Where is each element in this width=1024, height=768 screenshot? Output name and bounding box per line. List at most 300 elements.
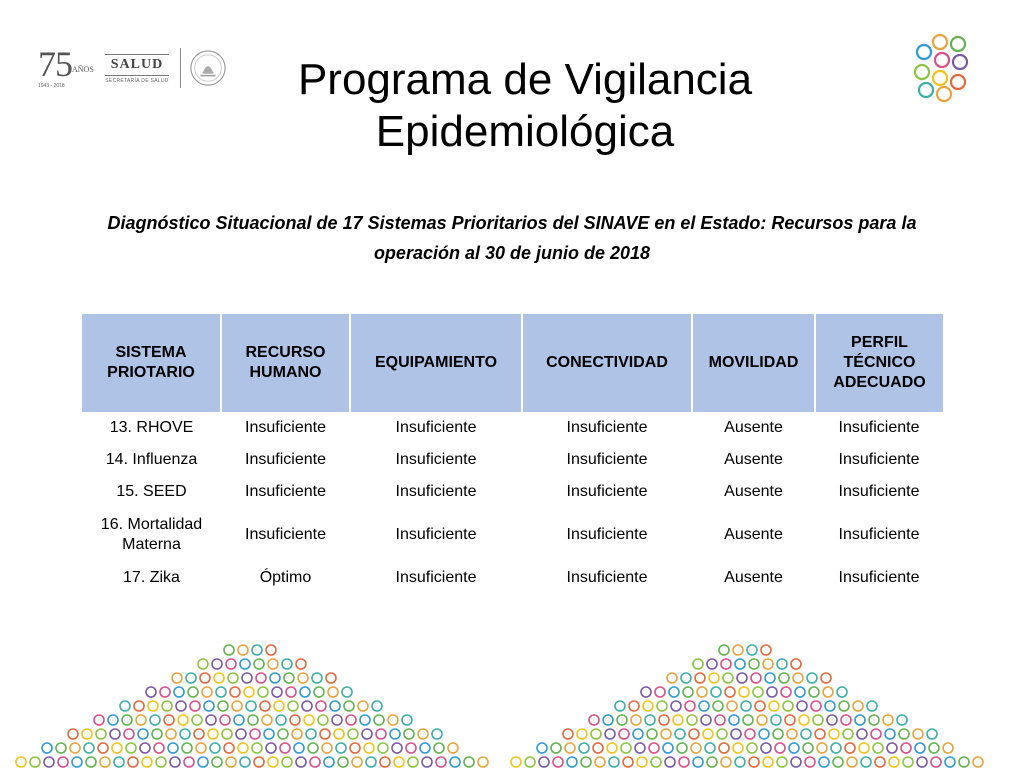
subtitle-line-1: Diagnóstico Situacional de 17 Sistemas Prioritarios del SINAVE en el Estado: Recursos para la (107, 213, 917, 233)
mosaic-ring (262, 715, 272, 725)
mosaic-ring (258, 687, 268, 697)
mosaic-ring (304, 715, 314, 725)
mosaic-ring (845, 743, 855, 753)
corner-ring (935, 53, 949, 67)
mosaic-ring (861, 757, 871, 767)
mosaic-ring (809, 687, 819, 697)
table-cell: Insuficiente (838, 526, 920, 543)
mosaic-ring (749, 757, 759, 767)
table-cell: 13. RHOVE (109, 419, 194, 436)
salud-logo-sub: SECRETARÍA DE SALUD (105, 78, 169, 84)
mosaic-ring (805, 757, 815, 767)
mosaic-ring (180, 729, 190, 739)
mosaic-ring (150, 715, 160, 725)
mosaic-ring (332, 715, 342, 725)
mosaic-ring (697, 687, 707, 697)
table-cell: Insuficiente (838, 569, 920, 586)
mosaic-ring (609, 757, 619, 767)
subtitle-line-2: operación al 30 de junio de 2018 (373, 243, 651, 263)
corner-ring (951, 75, 965, 89)
mosaic-ring (314, 687, 324, 697)
mosaic-ring (378, 743, 388, 753)
mosaic-ring (160, 687, 170, 697)
table-cell: Insuficiente (395, 483, 477, 500)
mosaic-ring (394, 757, 404, 767)
mosaic-ring (326, 673, 336, 683)
mosaic-ring (915, 743, 925, 753)
mosaic-ring (196, 743, 206, 753)
mosaic-ring (817, 743, 827, 753)
mosaic-ring (807, 673, 817, 683)
mosaic-ring (721, 757, 731, 767)
mosaic-ring (364, 743, 374, 753)
mosaic-ring (753, 687, 763, 697)
mosaic-ring (226, 757, 236, 767)
mosaic-ring (837, 687, 847, 697)
mosaic-ring (362, 729, 372, 739)
mosaic-ring (647, 729, 657, 739)
mosaic-ring (679, 757, 689, 767)
mosaic-ring (703, 729, 713, 739)
mosaic-ring (623, 757, 633, 767)
mosaic-ring (252, 743, 262, 753)
header-equipamiento: EQUIPAMIENTO (350, 314, 522, 412)
mosaic-ring (675, 729, 685, 739)
corner-ring (937, 87, 951, 101)
mosaic-ring (719, 743, 729, 753)
mosaic-ring (306, 729, 316, 739)
mosaic-ring (645, 715, 655, 725)
mosaic-ring (821, 673, 831, 683)
corner-ring (933, 71, 947, 85)
mosaic-ring (783, 701, 793, 711)
mosaic-ring (669, 687, 679, 697)
mosaic-ring (288, 701, 298, 711)
mosaic-ring (448, 743, 458, 753)
mosaic-ring (296, 659, 306, 669)
mosaic-ring (328, 687, 338, 697)
mosaic-ring (252, 645, 262, 655)
rings-logo-group (915, 35, 967, 101)
mosaic-ring (204, 701, 214, 711)
mosaic-ring (603, 715, 613, 725)
mosaic-ring (581, 757, 591, 767)
mosaic-ring (72, 757, 82, 767)
mosaic-ring (350, 743, 360, 753)
mosaic-ring (214, 673, 224, 683)
mosaic-ring (793, 673, 803, 683)
mosaic-ring (929, 743, 939, 753)
mosaic-ring (771, 715, 781, 725)
mosaic-ring (607, 743, 617, 753)
mosaic-ring (170, 757, 180, 767)
mosaic-ring (801, 729, 811, 739)
mosaic-ring (238, 743, 248, 753)
mosaic-ring (156, 757, 166, 767)
mosaic-ring (767, 687, 777, 697)
mosaic-ring (621, 743, 631, 753)
mosaic-ring (945, 757, 955, 767)
mosaic-ring (278, 729, 288, 739)
mosaic-ring (791, 757, 801, 767)
mosaic-ring (348, 729, 358, 739)
mosaic-ring (210, 743, 220, 753)
mosaic-ring (661, 729, 671, 739)
mosaic-ring (695, 673, 705, 683)
mosaic-ring (637, 757, 647, 767)
mosaic-ring (829, 729, 839, 739)
mosaic-ring (857, 729, 867, 739)
mosaic-ring (759, 729, 769, 739)
mosaic-ring (815, 729, 825, 739)
mosaic-ring (388, 715, 398, 725)
mosaic-ring (763, 659, 773, 669)
mosaic-ring (699, 701, 709, 711)
mosaic-ring (172, 673, 182, 683)
mosaic-ring (869, 715, 879, 725)
mosaic-ring (220, 715, 230, 725)
mosaic-ring (959, 757, 969, 767)
header-logos (38, 40, 227, 96)
mosaic-ring (264, 729, 274, 739)
mosaic-ring (194, 729, 204, 739)
mosaic-ring (673, 715, 683, 725)
mosaic-ring (567, 757, 577, 767)
table-cell: 16. Mortalidad Materna (100, 516, 203, 553)
mosaic-ring (56, 743, 66, 753)
table-cell: Insuficiente (245, 483, 326, 500)
page-subtitle (30, 208, 994, 268)
mosaic-ring (769, 701, 779, 711)
mosaic-ring (707, 659, 717, 669)
mosaic-ring (406, 743, 416, 753)
mosaic-ring (260, 701, 270, 711)
mosaic-ring (667, 673, 677, 683)
mosaic-ring (374, 715, 384, 725)
mosaic-ring (749, 659, 759, 669)
mosaic-ring (619, 729, 629, 739)
mosaic-ring (248, 715, 258, 725)
mosaic-ring (897, 715, 907, 725)
mosaic-ring (82, 729, 92, 739)
mosaic-ring (663, 743, 673, 753)
mosaic-ring (593, 743, 603, 753)
table-cell: Insuficiente (838, 451, 920, 468)
mosaic-ring (707, 757, 717, 767)
mosaic-ring (392, 743, 402, 753)
mosaic-ring (677, 743, 687, 753)
mosaic-ring (743, 715, 753, 725)
mosaic-ring (831, 743, 841, 753)
mosaic-ring (178, 715, 188, 725)
mosaic-ring (715, 715, 725, 725)
mosaic-ring (432, 729, 442, 739)
header-recurso-humano: RECURSO HUMANO (221, 314, 350, 412)
mosaic-ring (30, 757, 40, 767)
mosaic-ring (464, 757, 474, 767)
mosaic-ring (408, 757, 418, 767)
mosaic-ring (811, 701, 821, 711)
mosaic-ring (404, 729, 414, 739)
mosaic-ring (234, 715, 244, 725)
mosaic-ring (100, 757, 110, 767)
mosaic-ring (717, 729, 727, 739)
mosaic-ring (246, 701, 256, 711)
table-cell: Insuficiente (838, 419, 920, 436)
mosaic-ring (58, 757, 68, 767)
mosaic-ring (773, 729, 783, 739)
mosaic-ring (537, 743, 547, 753)
mosaic-ring (633, 729, 643, 739)
table-cell: Insuficiente (395, 451, 477, 468)
mosaic-ring (839, 701, 849, 711)
mosaic-ring (595, 757, 605, 767)
mosaic-ring (511, 757, 521, 767)
mosaic-ring (232, 701, 242, 711)
mosaic-ring (164, 715, 174, 725)
mosaic-ring (268, 659, 278, 669)
mosaic-ring (873, 743, 883, 753)
systems-table (82, 314, 943, 594)
mosaic-ring (539, 757, 549, 767)
table-cell: Insuficiente (566, 419, 648, 436)
mosaic-ring (282, 757, 292, 767)
table-cell: 15. SEED (116, 483, 187, 500)
mosaic-ring (733, 645, 743, 655)
table-cell: Insuficiente (245, 419, 326, 436)
mosaic-ring (629, 701, 639, 711)
table-cell: Óptimo (259, 569, 312, 586)
mosaic-ring (302, 701, 312, 711)
table-cell: 14. Influenza (105, 451, 198, 468)
mosaic-ring (244, 687, 254, 697)
mosaic-ring (833, 757, 843, 767)
salud-rule (105, 75, 169, 76)
mosaic-ring (563, 729, 573, 739)
mosaic-ring (282, 659, 292, 669)
mosaic-ring (665, 757, 675, 767)
mosaic-ring (847, 757, 857, 767)
mosaic-ring (292, 729, 302, 739)
mosaic-ring (192, 715, 202, 725)
mosaic-ring (124, 729, 134, 739)
mosaic-ring (174, 687, 184, 697)
mosaic-ring (86, 757, 96, 767)
mosaic-ring (745, 729, 755, 739)
mosaic-ring (617, 715, 627, 725)
mosaic-ring (272, 687, 282, 697)
mosaic-ring (336, 743, 346, 753)
mosaic-ring (887, 743, 897, 753)
mosaic-ring (589, 715, 599, 725)
mosaic-ring (711, 687, 721, 697)
mosaic-ring (785, 715, 795, 725)
mosaic-ring (188, 687, 198, 697)
mosaic-ring (903, 757, 913, 767)
mosaic-ring (122, 715, 132, 725)
mosaic-ring (973, 757, 983, 767)
mosaic-ring (318, 715, 328, 725)
mosaic-ring (360, 715, 370, 725)
mosaic-ring (330, 701, 340, 711)
mosaic-ring (436, 757, 446, 767)
mosaic-ring (294, 743, 304, 753)
mosaic-ring (320, 729, 330, 739)
mosaic-ring (735, 659, 745, 669)
mosaic-ring (166, 729, 176, 739)
mosaic-ring (268, 757, 278, 767)
mosaic-ring (913, 729, 923, 739)
table-cell: Insuficiente (566, 526, 648, 543)
mosaic-ring (290, 715, 300, 725)
mosaic-ring (240, 659, 250, 669)
mosaic-ring (168, 743, 178, 753)
mosaic-ring (212, 659, 222, 669)
mosaic-ring (376, 729, 386, 739)
corner-ring (919, 83, 933, 97)
mosaic-ring (224, 743, 234, 753)
mosaic-ring (198, 757, 208, 767)
logo-75-number: 75 (38, 44, 72, 84)
mosaic-ring (761, 645, 771, 655)
mosaic-ring (733, 743, 743, 753)
mosaic-ring (799, 715, 809, 725)
mosaic-ring (553, 757, 563, 767)
mosaic-ring (551, 743, 561, 753)
table-row (82, 412, 943, 444)
mosaic-ring (346, 715, 356, 725)
mosaic-ring (352, 757, 362, 767)
mosaic-ring (186, 673, 196, 683)
mosaic-ring (154, 743, 164, 753)
corner-ring (917, 45, 931, 59)
mosaic-ring (112, 743, 122, 753)
mosaic-ring (226, 659, 236, 669)
mosaic-ring (334, 729, 344, 739)
mosaic-ring (316, 701, 326, 711)
mosaic-ring (254, 659, 264, 669)
mosaic-ring (867, 701, 877, 711)
mosaic-ring (70, 743, 80, 753)
mosaic-ring (134, 701, 144, 711)
salud-logo (102, 52, 172, 84)
mosaic-ring (721, 659, 731, 669)
mosaic-ring (693, 659, 703, 669)
mosaic-ring (651, 757, 661, 767)
mosaic-ring (775, 743, 785, 753)
table-cell: Insuficiente (395, 569, 477, 586)
mosaic-ring (565, 743, 575, 753)
mosaic-ring (605, 729, 615, 739)
mosaic-ring (781, 687, 791, 697)
mosaic-ring (641, 687, 651, 697)
mosaic-ring (450, 757, 460, 767)
table-cell: Insuficiente (566, 483, 648, 500)
mosaic-ring (755, 701, 765, 711)
mosaic-ring (885, 729, 895, 739)
mosaic-ring (342, 687, 352, 697)
table-cell: Insuficiente (566, 451, 648, 468)
mosaic-ring (96, 729, 106, 739)
mosaic-ring (803, 743, 813, 753)
table-cell: 17. Zika (123, 569, 180, 586)
mosaic-ring (899, 729, 909, 739)
mosaic-ring (114, 757, 124, 767)
logo-75-years: 1943 - 2018 (38, 83, 65, 89)
mosaic-ring (689, 729, 699, 739)
mosaic-ring (94, 715, 104, 725)
mosaic-ring (797, 701, 807, 711)
mosaic-ring (190, 701, 200, 711)
mosaic-ring (827, 715, 837, 725)
decorative-ring-mosaic (0, 638, 1024, 768)
mosaic-ring (372, 701, 382, 711)
mosaic-ring (737, 673, 747, 683)
header-perfil-tecnico: PERFIL TÉCNICO ADECUADO (815, 314, 943, 412)
mosaic-ring (198, 659, 208, 669)
mosaic-ring (723, 673, 733, 683)
mosaic-ring (296, 757, 306, 767)
mosaic-ring (795, 687, 805, 697)
mosaic-ring (324, 757, 334, 767)
mosaic-ring (250, 729, 260, 739)
table-cell: Insuficiente (838, 483, 920, 500)
header-sistema: SISTEMA PRIOTARIO (82, 314, 221, 412)
mosaic-ring (901, 743, 911, 753)
mosaic-ring (655, 687, 665, 697)
mosaic-ring (789, 743, 799, 753)
mosaic-ring (681, 673, 691, 683)
mosaic-ring (182, 743, 192, 753)
mosaic-ring (312, 673, 322, 683)
table-header-row (82, 314, 943, 412)
corner-ring (915, 65, 929, 79)
mosaic-ring (128, 757, 138, 767)
table-cell: Insuficiente (566, 569, 648, 586)
mosaic-ring (236, 729, 246, 739)
table-cell: Insuficiente (395, 419, 477, 436)
mosaic-ring (206, 715, 216, 725)
mosaic-rings-group (16, 645, 983, 767)
mosaic-ring (422, 757, 432, 767)
mosaic-ring (727, 701, 737, 711)
mosaic-ring (591, 729, 601, 739)
mosaic-ring (402, 715, 412, 725)
mosaic-ring (344, 701, 354, 711)
mosaic-ring (739, 687, 749, 697)
mosaic-ring (825, 701, 835, 711)
mosaic-ring (242, 673, 252, 683)
table-cell: Ausente (724, 569, 783, 586)
mosaic-ring (162, 701, 172, 711)
mosaic-ring (280, 743, 290, 753)
mosaic-ring (126, 743, 136, 753)
mosaic-ring (579, 743, 589, 753)
mosaic-ring (705, 743, 715, 753)
mosaic-ring (380, 757, 390, 767)
mosaic-ring (256, 673, 266, 683)
mosaic-ring (741, 701, 751, 711)
mosaic-ring (308, 743, 318, 753)
mosaic-ring (763, 757, 773, 767)
mosaic-ring (270, 673, 280, 683)
mosaic-ring (719, 645, 729, 655)
mosaic-ring (286, 687, 296, 697)
header-movilidad: MOVILIDAD (692, 314, 815, 412)
mosaic-ring (883, 715, 893, 725)
mosaic-ring (747, 743, 757, 753)
mosaic-ring (875, 757, 885, 767)
